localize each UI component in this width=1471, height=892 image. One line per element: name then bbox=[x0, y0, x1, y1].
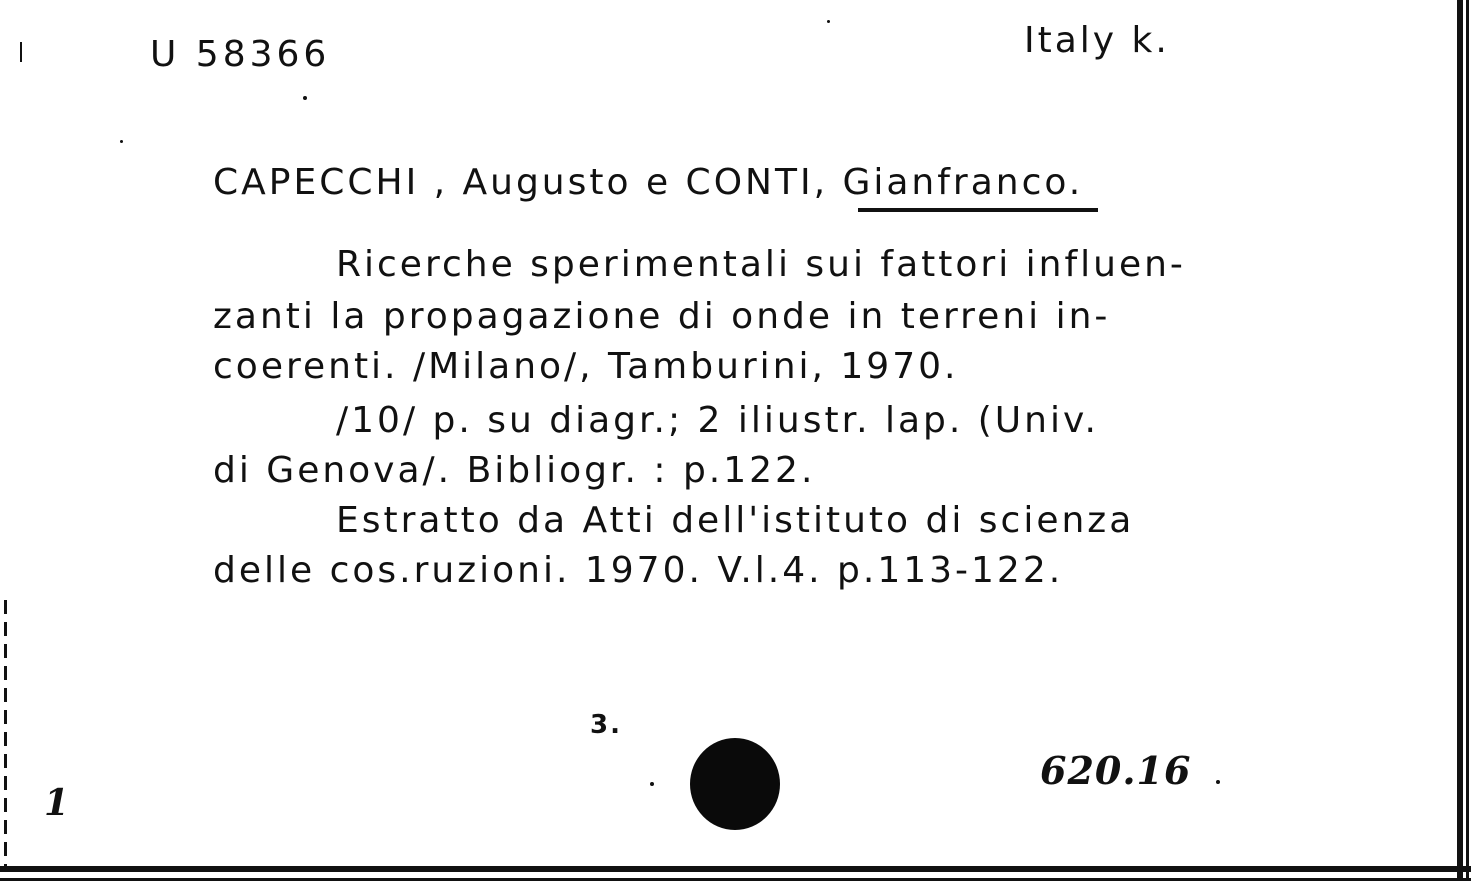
card-bottom-border bbox=[0, 866, 1471, 872]
country-code: Italy k. bbox=[1024, 20, 1170, 61]
body-line-3: coerenti. /Milano/, Tamburini, 1970. bbox=[213, 346, 959, 387]
card-number: U 58366 bbox=[150, 34, 331, 75]
body-line-1: Ricerche sperimentali sui fattori influen- bbox=[336, 244, 1186, 285]
speck bbox=[120, 140, 123, 143]
card-right-border-outer bbox=[1466, 0, 1469, 880]
speck bbox=[1216, 780, 1220, 784]
ink-blot-stamp bbox=[690, 738, 780, 830]
card-right-border bbox=[1457, 0, 1463, 880]
body-line-5: di Genova/. Bibliogr. : p.122. bbox=[213, 450, 816, 491]
body-line-4: /10/ p. su diagr.; 2 iliustr. lap. (Univ. bbox=[336, 400, 1099, 441]
body-line-2: zanti la propagazione di onde in terreni in- bbox=[213, 296, 1111, 337]
authors-line: CAPECCHI , Augusto e CONTI, Gianfranco. bbox=[213, 162, 1084, 203]
speck bbox=[303, 96, 307, 100]
classification-number: 620.16 bbox=[1040, 748, 1192, 793]
author-underline bbox=[858, 208, 1098, 212]
body-line-6: Estratto da Atti dell'istituto di scienza bbox=[336, 500, 1135, 541]
small-mark: 3. bbox=[590, 710, 622, 740]
margin-number: 1 bbox=[44, 782, 71, 824]
card-left-edge bbox=[4, 600, 7, 870]
speck bbox=[650, 782, 654, 786]
card-bottom-border-outer bbox=[0, 878, 1471, 881]
margin-tick bbox=[20, 42, 22, 62]
body-line-7: delle cos.ruzioni. 1970. V.l.4. p.113-122. bbox=[213, 550, 1064, 591]
speck bbox=[827, 20, 830, 23]
